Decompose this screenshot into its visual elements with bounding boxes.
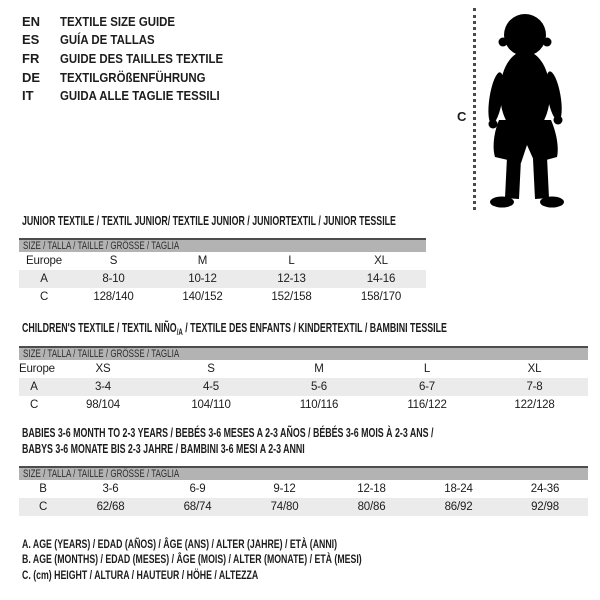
cell: 10-12 <box>188 273 217 285</box>
legend-text: C. (cm) HEIGHT / ALTURA / HAUTEUR / HÖHE / ALTEZZA <box>22 567 259 582</box>
cell: 12-13 <box>277 273 306 285</box>
lang-title: TEXTILE SIZE GUIDE <box>60 13 176 29</box>
cell: 122/128 <box>514 399 555 411</box>
cell: S <box>207 363 215 375</box>
legend-text: B. AGE (MONTHS) / EDAD (MESES) / ÂGE (MOIS) / ALTER (MONATE) / ETÀ (MESI) <box>22 552 362 567</box>
cell: 7-8 <box>526 381 543 393</box>
babies-section-heading <box>22 425 600 457</box>
size-bar-label: SIZE / TALLA / TAILLE / GRÖSSE / TAGLIA <box>23 468 180 480</box>
children-heading-prefix: CHILDREN'S TEXTILE / TEXTIL NIÑO <box>22 320 177 335</box>
cell: XL <box>374 255 388 267</box>
children-section-heading <box>22 320 600 337</box>
row-label: Europe <box>19 363 55 375</box>
babies-heading-line1: BABIES 3-6 MONTH TO 2-3 YEARS / BEBÉS 3-6 MESES A 2-3 AÑOS / BÉBÉS 3-6 MOIS À 2-3 ANS / <box>22 425 434 440</box>
cell: 110/116 <box>299 399 339 411</box>
cell: 18-24 <box>444 483 473 495</box>
junior-section-heading <box>22 213 572 229</box>
cell: L <box>288 255 295 267</box>
baby-silhouette <box>483 10 571 208</box>
cell: 92/98 <box>531 501 559 513</box>
lang-title: GUIDE DES TAILLES TEXTILE <box>60 50 224 66</box>
junior-heading-text: JUNIOR TEXTILE / TEXTIL JUNIOR/ TEXTILE JUNIOR / JUNIORTEXTIL / JUNIOR TESSILE <box>22 213 396 228</box>
cell: M <box>314 363 324 375</box>
cell: 158/170 <box>360 291 402 303</box>
table-row <box>19 360 588 378</box>
cell: 80/86 <box>357 501 386 513</box>
babies-heading-line2: BABYS 3-6 MONATE BIS 2-3 JAHRE / BAMBINI 3-6 MESI A 2-3 ANNI <box>22 441 305 456</box>
cell: 104/110 <box>191 399 231 411</box>
cell: 24-36 <box>530 483 560 495</box>
lang-code: IT <box>22 88 34 104</box>
lang-title: GUIDA ALLE TAGLIE TESSILI <box>60 88 220 104</box>
cell: 68/74 <box>183 501 212 513</box>
lang-row-de <box>22 68 245 87</box>
size-bar-label: SIZE / TALLA / TAILLE / GRÖSSE / TAGLIA <box>23 240 180 252</box>
cell: XS <box>95 363 111 375</box>
language-title-list <box>22 12 245 105</box>
children-heading-suffix: / TEXTILE DES ENFANTS / KINDERTEXTIL / BAMBINI TESSILE <box>182 320 447 335</box>
table-row <box>19 498 588 516</box>
cell: 4-5 <box>202 381 220 393</box>
row-label: C <box>38 501 48 513</box>
children-heading-subscript: /A <box>176 327 183 337</box>
cell: 14-16 <box>366 273 396 285</box>
lang-title: GUÍA DE TALLAS <box>60 32 155 48</box>
cell: 152/158 <box>271 291 312 303</box>
height-measure-label: C <box>457 109 467 124</box>
cell: 6-7 <box>418 381 436 393</box>
height-measure-dotted-line <box>473 8 476 210</box>
cell: XL <box>527 363 542 375</box>
lang-row-en <box>22 12 245 31</box>
children-heading-text <box>22 320 447 337</box>
babies-size-table <box>19 466 588 516</box>
cell: L <box>423 363 431 375</box>
legend-line-c <box>22 568 487 583</box>
size-bar-label: SIZE / TALLA / TAILLE / GRÖSSE / TAGLIA <box>23 348 180 360</box>
table-row <box>19 270 426 288</box>
cell: 9-12 <box>273 483 296 495</box>
row-label: C <box>29 399 39 411</box>
junior-size-table <box>19 238 426 306</box>
row-label: C <box>39 291 49 303</box>
cell: 8-10 <box>102 273 125 285</box>
lang-code: ES <box>22 32 40 48</box>
lang-code: EN <box>22 13 41 29</box>
cell: 6-9 <box>189 483 206 495</box>
cell: 86/92 <box>444 501 473 513</box>
row-label: A <box>30 381 38 393</box>
table-row <box>19 396 588 414</box>
cell: 3-6 <box>102 483 119 495</box>
table-row <box>19 480 588 498</box>
lang-code: DE <box>22 69 41 85</box>
cell: 74/80 <box>270 501 299 513</box>
cell: 128/140 <box>93 291 134 303</box>
cell: 5-6 <box>310 381 328 393</box>
lang-row-it <box>22 86 245 105</box>
lang-row-es <box>22 31 245 50</box>
cell: S <box>109 255 118 267</box>
row-label: Europe <box>26 255 62 267</box>
legend-text: A. AGE (YEARS) / EDAD (AÑOS) / ÂGE (ANS) / ALTER (JAHRE) / ETÀ (ANNI) <box>22 537 338 551</box>
lang-title: TEXTILGRÖßENFÜHRUNG <box>60 69 206 85</box>
children-size-bar <box>19 346 588 360</box>
legend-line-a <box>22 537 487 552</box>
children-size-table <box>19 346 588 414</box>
cell: 140/152 <box>182 291 223 303</box>
measurement-legend <box>22 537 487 583</box>
cell: 12-18 <box>357 483 386 495</box>
cell: 3-4 <box>94 381 112 393</box>
cell: 98/104 <box>86 399 120 411</box>
lang-code: FR <box>22 50 40 66</box>
cell: 62/68 <box>96 501 125 513</box>
cell: M <box>197 255 208 267</box>
lang-row-fr <box>22 49 245 68</box>
table-row <box>19 252 426 270</box>
table-row <box>19 288 426 306</box>
row-label: A <box>40 273 48 285</box>
legend-line-b <box>22 552 487 567</box>
junior-size-bar <box>19 238 426 252</box>
table-row <box>19 378 588 396</box>
babies-size-bar <box>19 466 588 480</box>
row-label: B <box>39 483 47 495</box>
cell: 116/122 <box>407 399 447 411</box>
